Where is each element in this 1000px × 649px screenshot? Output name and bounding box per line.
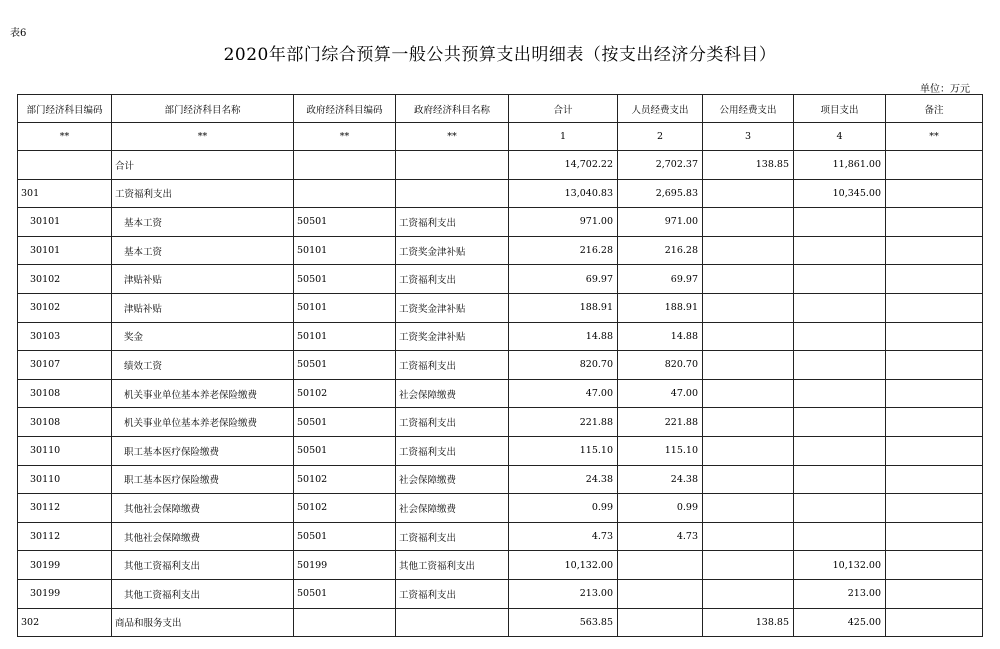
personnel-cell: 820.70 — [618, 351, 703, 380]
dept-code-cell: 30101 — [18, 236, 112, 265]
gov-name-cell: 社会保障缴费 — [396, 494, 509, 523]
total-cell: 0.99 — [509, 494, 618, 523]
public-cell — [703, 236, 794, 265]
dept-name-cell: 基本工资 — [112, 208, 294, 237]
public-cell — [703, 379, 794, 408]
project-cell — [794, 494, 886, 523]
gov-code-cell: 50101 — [294, 293, 396, 322]
table-row — [18, 208, 983, 237]
total-cell: 4.73 — [509, 522, 618, 551]
note-cell — [886, 151, 983, 180]
total-cell: 14.88 — [509, 322, 618, 351]
header-row — [18, 95, 983, 123]
table-row — [18, 265, 983, 294]
public-cell: 138.85 — [703, 151, 794, 180]
personnel-cell — [618, 551, 703, 580]
personnel-cell: 0.99 — [618, 494, 703, 523]
note-cell — [886, 608, 983, 637]
header-total: 合计 — [509, 95, 618, 123]
index-cell: 1 — [509, 123, 618, 151]
personnel-cell: 971.00 — [618, 208, 703, 237]
dept-name-cell: 机关事业单位基本养老保险缴费 — [112, 408, 294, 437]
note-cell — [886, 494, 983, 523]
gov-name-cell — [396, 608, 509, 637]
note-cell — [886, 465, 983, 494]
total-cell: 13,040.83 — [509, 179, 618, 208]
project-cell: 10,345.00 — [794, 179, 886, 208]
table-row — [18, 179, 983, 208]
gov-code-cell — [294, 179, 396, 208]
public-cell — [703, 322, 794, 351]
index-cell: 3 — [703, 123, 794, 151]
table-row — [18, 579, 983, 608]
table-row — [18, 465, 983, 494]
project-cell — [794, 236, 886, 265]
gov-name-cell: 工资福利支出 — [396, 265, 509, 294]
dept-name-cell: 商品和服务支出 — [112, 608, 294, 637]
dept-code-cell: 30102 — [18, 265, 112, 294]
public-cell — [703, 465, 794, 494]
total-cell: 10,132.00 — [509, 551, 618, 580]
table-row — [18, 293, 983, 322]
public-cell — [703, 408, 794, 437]
index-cell: ** — [112, 123, 294, 151]
gov-name-cell: 工资福利支出 — [396, 522, 509, 551]
gov-name-cell: 工资奖金津补贴 — [396, 236, 509, 265]
project-cell — [794, 322, 886, 351]
gov-code-cell: 50501 — [294, 408, 396, 437]
public-cell — [703, 551, 794, 580]
gov-code-cell — [294, 151, 396, 180]
dept-name-cell: 其他工资福利支出 — [112, 579, 294, 608]
note-cell — [886, 436, 983, 465]
dept-code-cell: 30101 — [18, 208, 112, 237]
personnel-cell: 115.10 — [618, 436, 703, 465]
project-cell — [794, 265, 886, 294]
public-cell — [703, 494, 794, 523]
personnel-cell: 188.91 — [618, 293, 703, 322]
personnel-cell: 24.38 — [618, 465, 703, 494]
note-cell — [886, 551, 983, 580]
personnel-cell: 4.73 — [618, 522, 703, 551]
project-cell: 11,861.00 — [794, 151, 886, 180]
header-dept-name: 部门经济科目名称 — [112, 95, 294, 123]
gov-name-cell: 工资奖金津补贴 — [396, 322, 509, 351]
dept-name-cell: 职工基本医疗保险缴费 — [112, 465, 294, 494]
dept-code-cell: 30108 — [18, 408, 112, 437]
dept-code-cell: 30110 — [18, 465, 112, 494]
header-note: 备注 — [886, 95, 983, 123]
gov-code-cell — [294, 608, 396, 637]
project-cell — [794, 408, 886, 437]
header-gov-code: 政府经济科目编码 — [294, 95, 396, 123]
index-cell: ** — [886, 123, 983, 151]
index-cell: ** — [396, 123, 509, 151]
note-cell — [886, 208, 983, 237]
personnel-cell: 221.88 — [618, 408, 703, 437]
table-row — [18, 522, 983, 551]
dept-name-cell: 工资福利支出 — [112, 179, 294, 208]
dept-code-cell: 301 — [18, 179, 112, 208]
dept-name-cell: 津贴补贴 — [112, 293, 294, 322]
project-cell — [794, 436, 886, 465]
note-cell — [886, 408, 983, 437]
note-cell — [886, 522, 983, 551]
total-cell: 115.10 — [509, 436, 618, 465]
gov-code-cell: 50501 — [294, 208, 396, 237]
dept-name-cell: 其他工资福利支出 — [112, 551, 294, 580]
dept-name-cell: 合计 — [112, 151, 294, 180]
personnel-cell — [618, 579, 703, 608]
table-row — [18, 551, 983, 580]
personnel-cell: 14.88 — [618, 322, 703, 351]
gov-name-cell: 社会保障缴费 — [396, 379, 509, 408]
personnel-cell: 2,702.37 — [618, 151, 703, 180]
project-cell — [794, 522, 886, 551]
index-cell: 2 — [618, 123, 703, 151]
total-cell: 216.28 — [509, 236, 618, 265]
project-cell: 425.00 — [794, 608, 886, 637]
table-row — [18, 236, 983, 265]
note-cell — [886, 579, 983, 608]
total-cell: 221.88 — [509, 408, 618, 437]
header-dept-code: 部门经济科目编码 — [18, 95, 112, 123]
project-cell: 10,132.00 — [794, 551, 886, 580]
personnel-cell — [618, 608, 703, 637]
total-cell: 563.85 — [509, 608, 618, 637]
public-cell: 138.85 — [703, 608, 794, 637]
dept-code-cell: 30108 — [18, 379, 112, 408]
gov-code-cell: 50501 — [294, 436, 396, 465]
table-row — [18, 151, 983, 180]
index-cell: ** — [294, 123, 396, 151]
gov-name-cell: 工资奖金津补贴 — [396, 293, 509, 322]
public-cell — [703, 351, 794, 380]
page-title: 2020年部门综合预算一般公共预算支出明细表（按支出经济分类科目） — [223, 45, 777, 65]
gov-name-cell — [396, 179, 509, 208]
gov-name-cell: 工资福利支出 — [396, 579, 509, 608]
table-row — [18, 408, 983, 437]
header-project: 项目支出 — [794, 95, 886, 123]
gov-name-cell: 其他工资福利支出 — [396, 551, 509, 580]
total-cell: 24.38 — [509, 465, 618, 494]
dept-code-cell: 30107 — [18, 351, 112, 380]
dept-code-cell: 302 — [18, 608, 112, 637]
public-cell — [703, 579, 794, 608]
public-cell — [703, 436, 794, 465]
gov-name-cell: 工资福利支出 — [396, 436, 509, 465]
table-row — [18, 494, 983, 523]
total-cell: 69.97 — [509, 265, 618, 294]
dept-code-cell: 30103 — [18, 322, 112, 351]
total-cell: 14,702.22 — [509, 151, 618, 180]
dept-name-cell: 其他社会保障缴费 — [112, 494, 294, 523]
gov-code-cell: 50501 — [294, 522, 396, 551]
project-cell — [794, 351, 886, 380]
gov-code-cell: 50102 — [294, 494, 396, 523]
table-row — [18, 608, 983, 637]
note-cell — [886, 351, 983, 380]
gov-code-cell: 50101 — [294, 236, 396, 265]
note-cell — [886, 379, 983, 408]
total-cell: 188.91 — [509, 293, 618, 322]
personnel-cell: 47.00 — [618, 379, 703, 408]
project-cell — [794, 293, 886, 322]
personnel-cell: 69.97 — [618, 265, 703, 294]
dept-code-cell: 30112 — [18, 494, 112, 523]
dept-code-cell: 30110 — [18, 436, 112, 465]
dept-name-cell: 绩效工资 — [112, 351, 294, 380]
public-cell — [703, 208, 794, 237]
gov-code-cell: 50102 — [294, 379, 396, 408]
table-row — [18, 322, 983, 351]
project-cell — [794, 208, 886, 237]
gov-code-cell: 50101 — [294, 322, 396, 351]
public-cell — [703, 179, 794, 208]
public-cell — [703, 293, 794, 322]
dept-name-cell: 其他社会保障缴费 — [112, 522, 294, 551]
unit-label: 单位：万元 — [920, 84, 970, 95]
gov-name-cell: 工资福利支出 — [396, 408, 509, 437]
header-personnel: 人员经费支出 — [618, 95, 703, 123]
gov-name-cell: 工资福利支出 — [396, 208, 509, 237]
gov-code-cell: 50501 — [294, 579, 396, 608]
sheet-label: 表6 — [10, 28, 27, 39]
table-row — [18, 351, 983, 380]
total-cell: 820.70 — [509, 351, 618, 380]
project-cell — [794, 465, 886, 494]
budget-table — [17, 94, 983, 637]
gov-code-cell: 50199 — [294, 551, 396, 580]
index-cell: ** — [18, 123, 112, 151]
project-cell — [794, 379, 886, 408]
dept-name-cell: 机关事业单位基本养老保险缴费 — [112, 379, 294, 408]
dept-code-cell — [18, 151, 112, 180]
total-cell: 47.00 — [509, 379, 618, 408]
gov-code-cell: 50501 — [294, 265, 396, 294]
gov-code-cell: 50102 — [294, 465, 396, 494]
personnel-cell: 2,695.83 — [618, 179, 703, 208]
gov-name-cell: 工资福利支出 — [396, 351, 509, 380]
project-cell: 213.00 — [794, 579, 886, 608]
note-cell — [886, 293, 983, 322]
gov-name-cell: 社会保障缴费 — [396, 465, 509, 494]
note-cell — [886, 236, 983, 265]
index-row — [18, 123, 983, 151]
note-cell — [886, 322, 983, 351]
dept-code-cell: 30199 — [18, 551, 112, 580]
personnel-cell: 216.28 — [618, 236, 703, 265]
header-public: 公用经费支出 — [703, 95, 794, 123]
public-cell — [703, 522, 794, 551]
dept-name-cell: 职工基本医疗保险缴费 — [112, 436, 294, 465]
total-cell: 213.00 — [509, 579, 618, 608]
dept-name-cell: 奖金 — [112, 322, 294, 351]
total-cell: 971.00 — [509, 208, 618, 237]
dept-name-cell: 基本工资 — [112, 236, 294, 265]
dept-code-cell: 30112 — [18, 522, 112, 551]
dept-code-cell: 30102 — [18, 293, 112, 322]
gov-code-cell: 50501 — [294, 351, 396, 380]
gov-name-cell — [396, 151, 509, 180]
dept-name-cell: 津贴补贴 — [112, 265, 294, 294]
note-cell — [886, 179, 983, 208]
header-gov-name: 政府经济科目名称 — [396, 95, 509, 123]
public-cell — [703, 265, 794, 294]
index-cell: 4 — [794, 123, 886, 151]
note-cell — [886, 265, 983, 294]
dept-code-cell: 30199 — [18, 579, 112, 608]
table-row — [18, 379, 983, 408]
table-row — [18, 436, 983, 465]
